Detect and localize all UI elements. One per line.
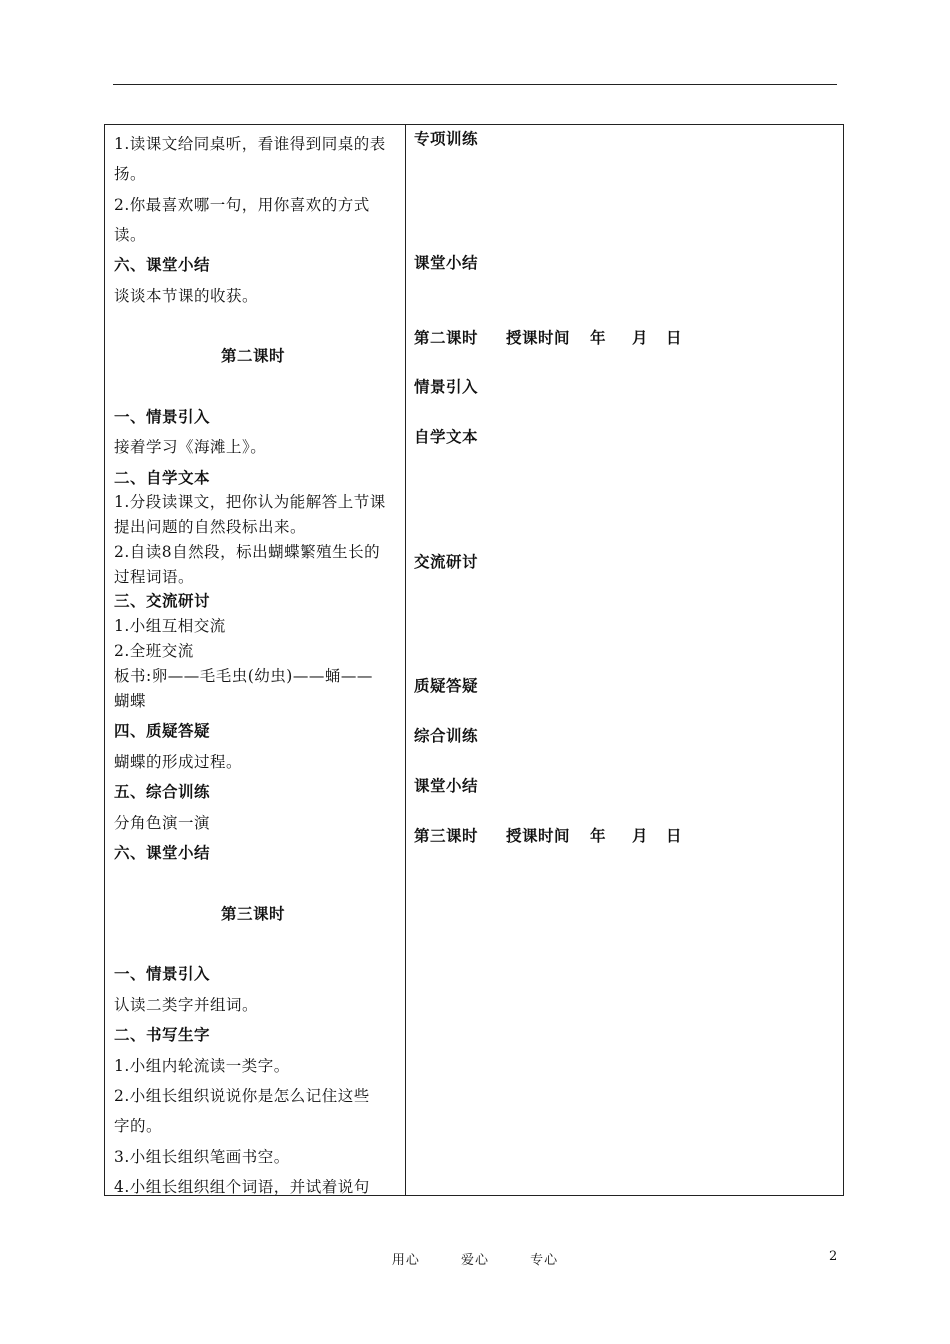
right-heading: 综合训练: [414, 726, 479, 745]
month-label: 月: [632, 328, 649, 347]
month-label: 月: [632, 826, 649, 845]
section-heading: 二、书写生字: [114, 1025, 211, 1044]
right-heading: 课堂小结: [414, 776, 479, 795]
left-line: 2.你最喜欢哪一句，用你喜欢的方式: [114, 196, 370, 214]
left-line: 板书:卵——毛毛虫(幼虫)——蛹——: [114, 667, 373, 685]
right-heading: 自学文本: [414, 427, 479, 446]
section-heading: 六、课堂小结: [114, 255, 211, 274]
left-line: 2.小组长组织说说你是怎么记住这些: [114, 1087, 370, 1105]
lesson-heading: 第二课时: [221, 346, 286, 365]
lesson-row-label: 第三课时: [414, 826, 479, 845]
section-heading: 二、自学文本: [114, 468, 211, 487]
left-line: 2.全班交流: [114, 642, 194, 660]
left-line: 读。: [114, 226, 147, 244]
year-label: 年: [590, 328, 607, 347]
left-line: 蝴蝶: [114, 692, 147, 710]
section-heading: 一、情景引入: [114, 407, 211, 426]
year-label: 年: [590, 826, 607, 845]
right-heading: 课堂小结: [414, 253, 479, 272]
left-line: 接着学习《海滩上》。: [114, 438, 267, 456]
day-label: 日: [666, 826, 683, 845]
section-heading: 六、课堂小结: [114, 843, 211, 862]
left-line: 1.小组内轮流读一类字。: [114, 1057, 290, 1075]
time-label: 授课时间: [506, 826, 571, 845]
footer-word: 爱心: [460, 1253, 489, 1268]
section-heading: 三、交流研讨: [114, 591, 211, 610]
lesson-heading: 第三课时: [221, 904, 286, 923]
section-heading: 一、情景引入: [114, 964, 211, 983]
footer-motto: [0, 1249, 950, 1268]
left-line: 2.自读8自然段，标出蝴蝶繁殖生长的: [114, 543, 381, 561]
left-line: 扬。: [114, 165, 147, 183]
left-line: 1.读课文给同桌听，看谁得到同桌的表: [114, 135, 386, 153]
left-line: 3.小组长组织笔画书空。: [114, 1148, 290, 1166]
right-heading: 情景引入: [414, 377, 479, 396]
day-label: 日: [666, 328, 683, 347]
left-line: 分角色演一演: [114, 814, 211, 832]
section-heading: 五、综合训练: [114, 782, 211, 801]
column-divider: [405, 125, 406, 1195]
lesson-row-label: 第二课时: [414, 328, 479, 347]
left-line: 提出问题的自然段标出来。: [114, 518, 307, 536]
left-line: 认读二类字并组词。: [114, 996, 259, 1014]
right-heading: 专项训练: [414, 129, 479, 148]
left-line: 蝴蝶的形成过程。: [114, 753, 243, 771]
page-number: 2: [829, 1249, 838, 1264]
left-line: 字的。: [114, 1117, 163, 1135]
left-line: 谈谈本节课的收获。: [114, 287, 259, 305]
footer-word: 专心: [530, 1253, 559, 1268]
header-rule: [113, 84, 837, 85]
left-line: 1.小组互相交流: [114, 617, 226, 635]
footer-word: 用心: [391, 1253, 420, 1268]
right-heading: 质疑答疑: [414, 676, 479, 695]
right-heading: 交流研讨: [414, 552, 479, 571]
left-line: 过程词语。: [114, 568, 195, 586]
lesson-plan-table: [104, 124, 844, 1196]
section-heading: 四、质疑答疑: [114, 721, 211, 740]
time-label: 授课时间: [506, 328, 571, 347]
left-line: 4.小组长组织组个词语，并试着说句: [114, 1178, 370, 1196]
left-line: 1.分段读课文，把你认为能解答上节课: [114, 493, 386, 511]
